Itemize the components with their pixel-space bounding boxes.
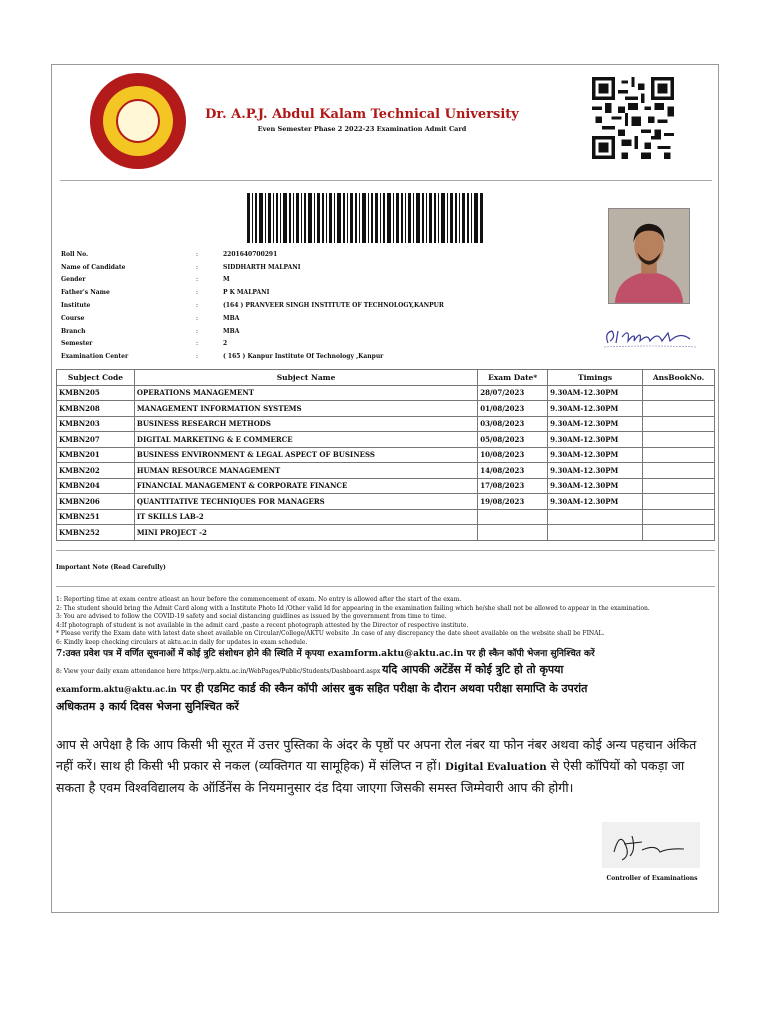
- controller-signature: [602, 822, 700, 868]
- cell-code: KMBN206: [57, 494, 135, 510]
- cell-code: KMBN203: [57, 416, 135, 432]
- table-row: [57, 509, 715, 525]
- detail-value: P K MALPANI: [223, 289, 270, 297]
- exam-schedule-table: [56, 369, 715, 541]
- detail-label: Examination Center: [61, 353, 129, 361]
- candidate-details: [61, 248, 601, 363]
- cell-subject: BUSINESS RESEARCH METHODS: [134, 416, 477, 432]
- detail-row-exam-center: [61, 350, 601, 363]
- note-8-end: अधिकतम ३ कार्य दिवस भेजना सुनिश्चित करें: [56, 699, 239, 713]
- cell-ansbook: [643, 447, 715, 463]
- note-6: 6: Kindly keep checking circulars at aktu.ac.in daily for updates in exam schedule.: [56, 638, 308, 646]
- cell-subject: FINANCIAL MANAGEMENT & CORPORATE FINANCE: [134, 478, 477, 494]
- detail-row-course: [61, 312, 601, 325]
- detail-colon: :: [196, 302, 199, 310]
- cell-ansbook: [643, 509, 715, 525]
- cell-code: KMBN252: [57, 525, 135, 541]
- note-8-cont: पर ही एडमिट कार्ड की स्कैन कॉपी आंसर बुक सहित परीक्षा के दौरान अथवा परीक्षा समाप्ति के उपरांत: [180, 681, 588, 695]
- hindi-text-part1: आप से अपेक्षा है कि आप किसी भी सूरत में उत्तर पुस्तिका के अंदर के पृष्ठों पर अपना रोल नंबर या फोन नंबर अथवा कोई अन्य पहचान अंकित नहीं करें। साथ ही किसी भी प्रकार से नकल (व्यक्तिगत या सामूहिक) में संलिप्त न हों।: [56, 737, 697, 773]
- col-timings: Timings: [548, 370, 643, 386]
- table-row: [57, 478, 715, 494]
- admit-card-subtitle: Even Semester Phase 2 2022-23 Examination Admit Card: [257, 125, 467, 133]
- table-row: [57, 385, 715, 401]
- detail-label: Gender: [61, 276, 86, 284]
- barcode-icon: [247, 193, 483, 243]
- notes-list: [56, 596, 716, 715]
- detail-value: ( 165 ) Kanpur Institute Of Technology ,Kanpur: [223, 353, 384, 361]
- detail-row-father-name: [61, 286, 601, 299]
- detail-label: Institute: [61, 302, 91, 310]
- cell-timing: 9.30AM-12.30PM: [548, 385, 643, 401]
- cell-ansbook: [643, 401, 715, 417]
- admit-card: [51, 64, 719, 913]
- cell-timing: 9.30AM-12.30PM: [548, 494, 643, 510]
- cell-subject: QUANTITATIVE TECHNIQUES FOR MANAGERS: [134, 494, 477, 510]
- cell-ansbook: [643, 416, 715, 432]
- cell-subject: HUMAN RESOURCE MANAGEMENT: [134, 463, 477, 479]
- col-subject-code: Subject Code: [57, 370, 135, 386]
- important-note-heading: Important Note (Read Carefully): [56, 564, 166, 571]
- note-5: * Please verify the Exam date with latest date sheet available on Circular/College/AKTU website .In case of any discrepancy the date sheet available on the website shall be FINAL.: [56, 630, 605, 638]
- note-8-email: examform.aktu@aktu.ac.in: [56, 683, 177, 694]
- cell-date: [478, 509, 548, 525]
- table-row: [57, 494, 715, 510]
- cell-timing: [548, 525, 643, 541]
- cell-code: KMBN208: [57, 401, 135, 417]
- cell-date: 14/08/2023: [478, 463, 548, 479]
- cell-timing: [548, 509, 643, 525]
- detail-colon: :: [196, 250, 199, 258]
- cell-subject: BUSINESS ENVIRONMENT & LEGAL ASPECT OF BUSINESS: [134, 447, 477, 463]
- cell-date: 03/08/2023: [478, 416, 548, 432]
- cell-date: 19/08/2023: [478, 494, 548, 510]
- detail-row-semester: [61, 338, 601, 351]
- table-row: [57, 447, 715, 463]
- cell-code: KMBN251: [57, 509, 135, 525]
- cell-code: KMBN205: [57, 385, 135, 401]
- hindi-text-part2: से ऐसी कॉपियों को पकड़ा जा सकता है एवम विश्वविद्यालय के ऑर्डिनेंस के नियमानुसार दंड दिया जाएगा जिसकी समस्त जिम्मेवारी आप की होगी।: [56, 757, 685, 795]
- detail-row-branch: [61, 325, 601, 338]
- controller-label: Controller of Examinations: [606, 875, 698, 882]
- cell-timing: 9.30AM-12.30PM: [548, 447, 643, 463]
- detail-label: Semester: [61, 340, 93, 348]
- detail-colon: :: [196, 327, 199, 335]
- detail-value: MBA: [223, 314, 240, 322]
- note-8-link-text: 8: View your daily exam attendance here https://erp.aktu.ac.in/WebPages/Public/Students/Dashboard.aspx: [56, 667, 381, 675]
- detail-row-gender: [61, 274, 601, 287]
- table-row: [57, 401, 715, 417]
- detail-label: Father's Name: [61, 289, 110, 297]
- detail-label: Roll No.: [61, 250, 89, 258]
- cell-date: [478, 525, 548, 541]
- table-header-row: [57, 370, 715, 386]
- cell-ansbook: [643, 432, 715, 448]
- candidate-signature: [600, 323, 700, 351]
- note-1: 1: Reporting time at exam centre atleast an hour before the commencement of exam. No entry is allowed after the start of the exam.: [56, 596, 462, 603]
- qr-code-icon: [592, 77, 674, 159]
- cell-date: 05/08/2023: [478, 432, 548, 448]
- col-subject-name: Subject Name: [134, 370, 477, 386]
- cell-subject: MANAGEMENT INFORMATION SYSTEMS: [134, 401, 477, 417]
- table-row: [57, 416, 715, 432]
- cell-date: 01/08/2023: [478, 401, 548, 417]
- detail-value: SIDDHARTH MALPANI: [223, 263, 301, 271]
- detail-row-institute: [61, 299, 601, 312]
- cell-ansbook: [643, 525, 715, 541]
- table-divider: [56, 550, 715, 551]
- detail-colon: :: [196, 263, 199, 271]
- col-ans-book-no: AnsBookNo.: [643, 370, 715, 386]
- cell-ansbook: [643, 478, 715, 494]
- note-8-hindi: यदि आपकी अटेंडेंस में कोई त्रुटि हो तो कृपया: [382, 662, 564, 676]
- detail-row-roll-no: [61, 248, 601, 261]
- cell-subject: OPERATIONS MANAGEMENT: [134, 385, 477, 401]
- cell-ansbook: [643, 463, 715, 479]
- table-row: [57, 432, 715, 448]
- detail-label: Branch: [61, 327, 86, 335]
- cell-timing: 9.30AM-12.30PM: [548, 432, 643, 448]
- cell-code: KMBN202: [57, 463, 135, 479]
- cell-subject: MINI PROJECT -2: [134, 525, 477, 541]
- cell-subject: IT SKILLS LAB-2: [134, 509, 477, 525]
- digital-evaluation-text: Digital Evaluation: [445, 761, 547, 773]
- cell-timing: 9.30AM-12.30PM: [548, 401, 643, 417]
- note-8-continued: [56, 680, 716, 698]
- cell-subject: DIGITAL MARKETING & E COMMERCE: [134, 432, 477, 448]
- notes-divider: [56, 586, 715, 587]
- cell-code: KMBN201: [57, 447, 135, 463]
- col-exam-date: Exam Date*: [478, 370, 548, 386]
- table-row: [57, 525, 715, 541]
- detail-colon: :: [196, 276, 199, 284]
- note-7: 7:उक्त प्रवेश पत्र में वर्णित सूचनाओं में कोई त्रुटि संशोधन होने की स्थिति में कृपया examform.aktu@aktu.ac.in पर ही स्कैन कॉपी भेजना सुनिश्चित करें: [56, 648, 595, 659]
- note-3: 3: You are advised to follow the COVID-19 safety and social distancing guidlines as issued by the government from time to time.: [56, 613, 447, 621]
- detail-colon: :: [196, 340, 199, 348]
- detail-value: MBA: [223, 327, 240, 335]
- detail-value: 2: [223, 340, 228, 348]
- header-divider: [60, 180, 712, 181]
- cell-code: KMBN204: [57, 478, 135, 494]
- detail-value: (164 ) PRANVEER SINGH INSTITUTE OF TECHNOLOGY,KANPUR: [223, 302, 444, 310]
- cell-date: 17/08/2023: [478, 478, 548, 494]
- cell-timing: 9.30AM-12.30PM: [548, 463, 643, 479]
- detail-row-name: [61, 261, 601, 274]
- university-name: Dr. A.P.J. Abdul Kalam Technical University: [205, 107, 519, 122]
- detail-colon: :: [196, 314, 199, 322]
- cell-timing: 9.30AM-12.30PM: [548, 416, 643, 432]
- candidate-photo: [608, 208, 690, 304]
- detail-colon: :: [196, 353, 199, 361]
- cell-code: KMBN207: [57, 432, 135, 448]
- detail-value: M: [223, 276, 230, 284]
- cell-date: 28/07/2023: [478, 385, 548, 401]
- table-row: [57, 463, 715, 479]
- cell-ansbook: [643, 385, 715, 401]
- cell-date: 10/08/2023: [478, 447, 548, 463]
- note-8: [56, 661, 716, 680]
- detail-value: 2201640700291: [223, 250, 278, 258]
- detail-label: Course: [61, 314, 85, 322]
- detail-label: Name of Candidate: [61, 263, 126, 271]
- detail-colon: :: [196, 289, 199, 297]
- university-seal-icon: [90, 73, 186, 169]
- cell-timing: 9.30AM-12.30PM: [548, 478, 643, 494]
- cell-ansbook: [643, 494, 715, 510]
- note-2: 2: The student should bring the Admit Card along with a Institute Photo Id /Other valid Id for appearing in the examination failing which he/she shall not be allowed to appear in the examination.: [56, 604, 650, 612]
- note-4: 4:If photograph of student is not available in the admit card ,paste a recent photograph attested by the Director of respective institute.: [56, 621, 469, 629]
- hindi-instruction: [56, 735, 716, 799]
